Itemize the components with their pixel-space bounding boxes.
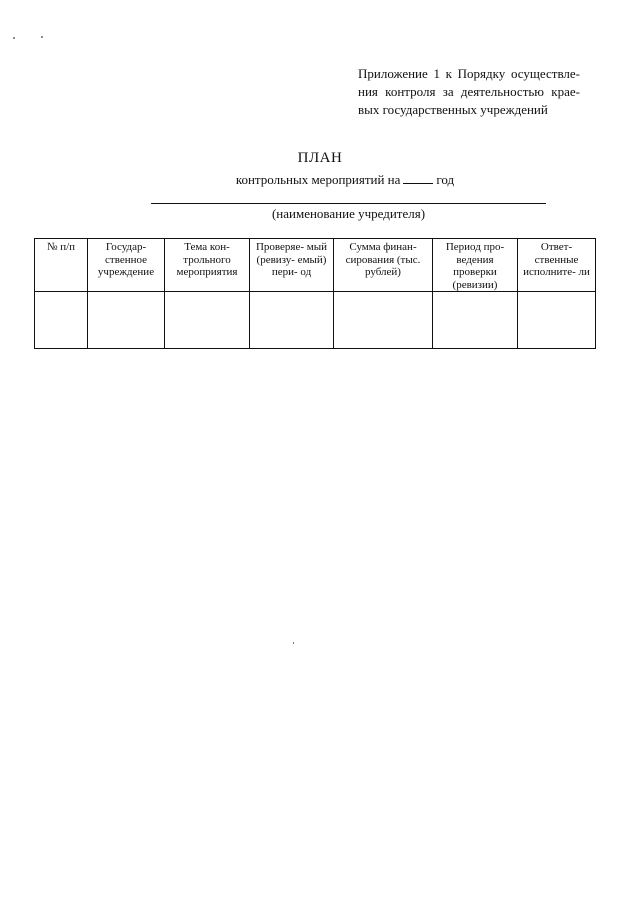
plan-table xyxy=(34,238,596,349)
table-cell xyxy=(433,292,518,349)
header-institution: Государ- ственное учреждение xyxy=(88,239,165,292)
header-topic: Тема кон- трольного мероприятия xyxy=(165,239,250,292)
founder-underline xyxy=(151,203,546,204)
table-cell xyxy=(165,292,250,349)
plan-title: ПЛАН xyxy=(297,150,343,166)
appendix-line-2: ния контроля за деятельностью крае- xyxy=(358,84,580,99)
header-responsible: Ответ- ственные исполните- ли xyxy=(518,239,596,292)
header-funding-amount: Сумма финан- сирования (тыс. рублей) xyxy=(334,239,433,292)
table-cell xyxy=(334,292,433,349)
table-cell xyxy=(518,292,596,349)
table-row xyxy=(35,292,596,349)
plan-subtitle-text: контрольных мероприятий на xyxy=(235,172,401,187)
founder-label: (наименование учредителя) xyxy=(271,206,426,221)
plan-subtitle xyxy=(0,172,640,188)
scan-speck xyxy=(41,36,43,38)
scan-speck xyxy=(293,642,294,644)
appendix-line-3: вых государственных учреждений xyxy=(358,102,548,117)
header-number: № п/п xyxy=(35,239,88,292)
table-header-row xyxy=(35,239,596,292)
table-cell xyxy=(35,292,88,349)
scan-speck xyxy=(13,37,15,39)
table-cell xyxy=(250,292,334,349)
year-blank xyxy=(403,172,433,184)
plan-subtitle-year-word: год xyxy=(436,172,455,187)
appendix-note xyxy=(358,65,580,119)
header-audit-period: Период про- ведения проверки (ревизии) xyxy=(433,239,518,292)
appendix-line-1: Приложение 1 к Порядку осуществле- xyxy=(358,66,580,81)
header-period-audited: Проверяе- мый (ревизу- емый) пери- од xyxy=(250,239,334,292)
table-cell xyxy=(88,292,165,349)
